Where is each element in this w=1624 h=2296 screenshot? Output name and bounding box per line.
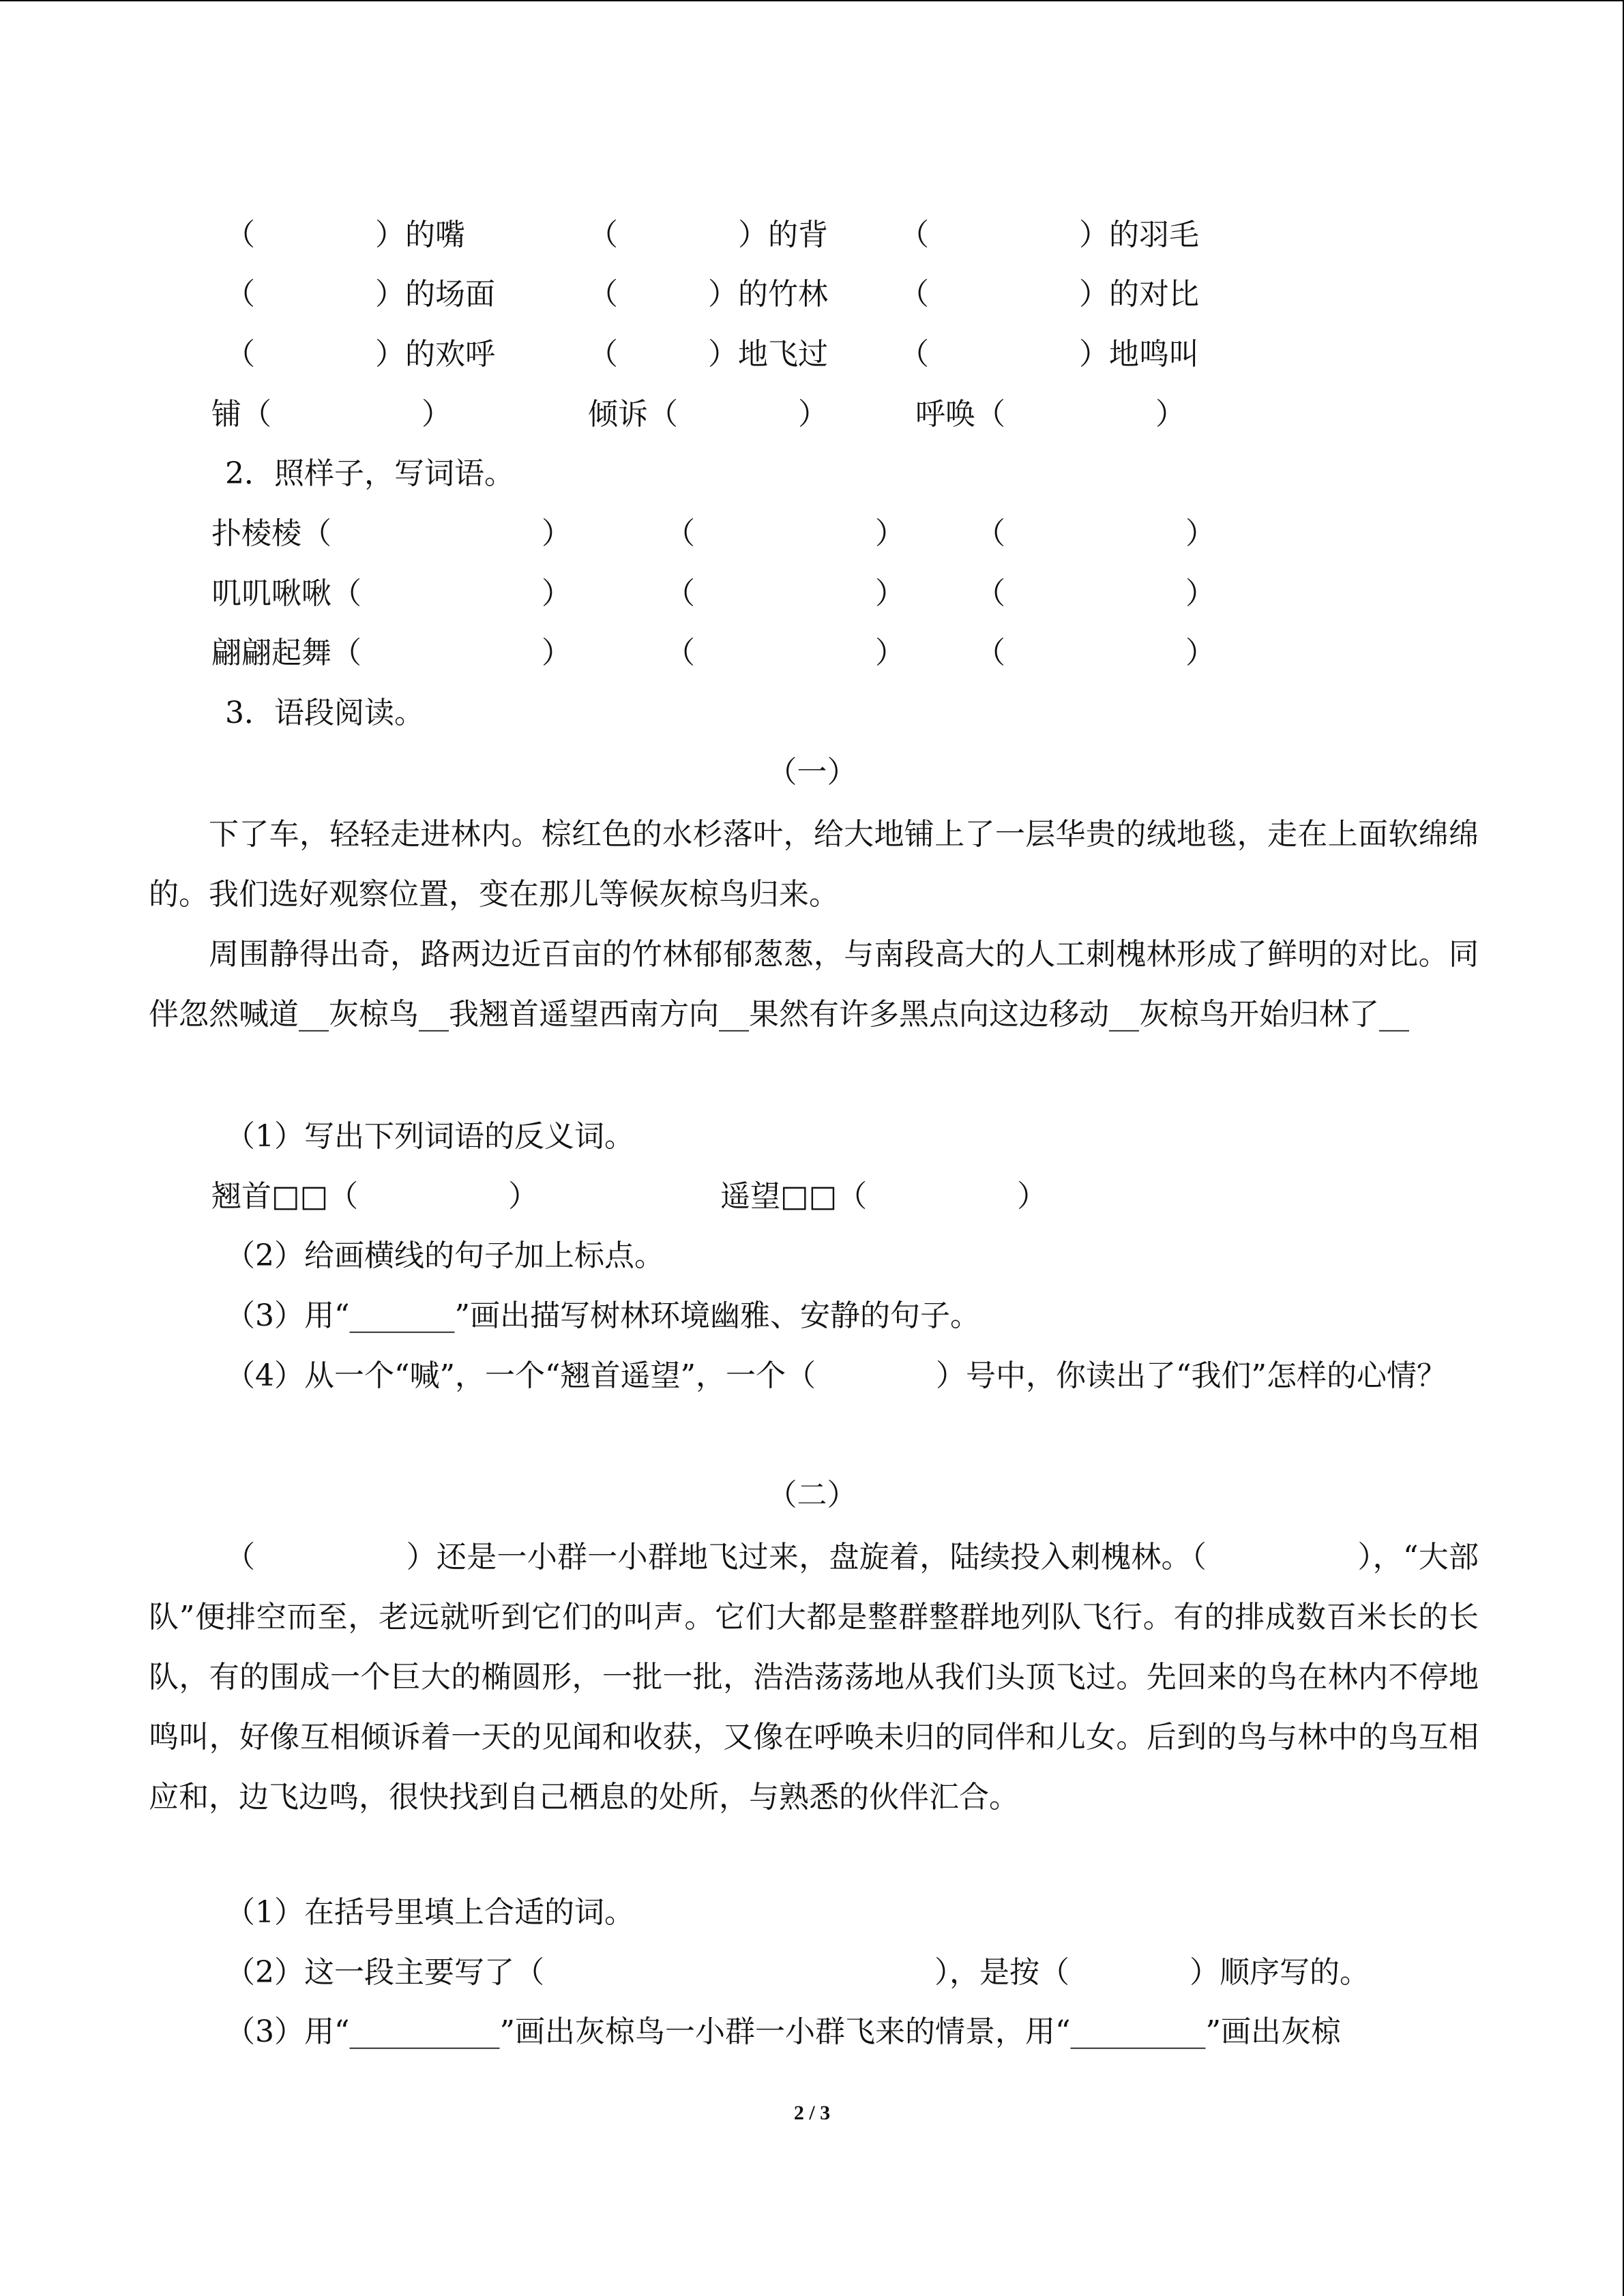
word-item: 翩翩起舞（ ） <box>211 636 572 670</box>
fill-item: （ ）的羽毛 <box>899 218 1199 252</box>
sub-question: （2）这一段主要写了（ ），是按（ ）顺序写的。 <box>225 1955 1370 1990</box>
section-heading: （二） <box>767 1478 857 1512</box>
antonym-item: 遥望□□（ ） <box>720 1179 1048 1214</box>
sub-question: （2）给画横线的句子加上标点。 <box>225 1238 664 1273</box>
fill-item: （ ）的竹林 <box>588 277 828 312</box>
word-item: （ ） <box>975 636 1215 670</box>
fill-item: （ ）的场面 <box>225 277 495 312</box>
word-item: （ ） <box>665 576 905 611</box>
word-item: 扑棱棱（ ） <box>211 516 572 551</box>
antonym-item: 翘首□□（ ） <box>211 1179 539 1214</box>
reading-paragraph: 周围静得出奇，路两边近百亩的竹林郁郁葱葱，与南段高大的人工刺槐林形成了鲜明的对比。同伴忽然喊道__灰椋鸟__我翘首遥望西南方向__果然有许多黑点向这边移动__灰椋鸟开始归林了__ <box>149 937 1479 1032</box>
fill-item: （ ）的对比 <box>899 277 1199 312</box>
top-border <box>0 0 1624 1</box>
sub-question: （1）写出下列词语的反义词。 <box>225 1119 634 1154</box>
reading-paragraph: （ ）还是一小群一小群地飞过来，盘旋着，陆续投入刺槐林。（ ），“大部队”便排空而至，老远就听到它们的叫声。它们大都是整群整群地列队飞行。有的排成数百米长的长队，有的围成一个巨大的椭圆形，一批一批，浩浩荡荡地从我们头顶飞过。先回来的鸟在林内不停地鸣叫，好像互相倾诉着一天的见闻和收获，又像在呼唤未归的同伴和儿女。后到的鸟与林中的鸟互相应和，边飞边鸣，很快找到自己栖息的处所，与熟悉的伙伴汇合。 <box>149 1540 1479 1815</box>
section-heading: （一） <box>767 755 857 790</box>
word-item: 叽叽啾啾（ ） <box>211 576 572 611</box>
question-title: 3．语段阅读。 <box>225 696 424 730</box>
reading-paragraph: 下了车，轻轻走进林内。棕红色的水杉落叶，给大地铺上了一层华贵的绒地毯，走在上面软绵绵的。我们选好观察位置，变在那儿等候灰椋鸟归来。 <box>149 817 1479 912</box>
question-title: 2．照样子，写词语。 <box>225 456 514 491</box>
sub-question: （3）用“__________”画出灰椋鸟一小群一小群飞来的情景，用“_________”画出灰椋 <box>225 2014 1341 2049</box>
word-item: （ ） <box>975 576 1215 611</box>
fill-item: 铺（ ） <box>211 397 452 432</box>
fill-item: （ ）的嘴 <box>225 218 465 252</box>
sub-question: （3）用“_______”画出描写树林环境幽雅、安静的句子。 <box>225 1298 980 1333</box>
fill-item: 呼唤（ ） <box>915 397 1185 432</box>
fill-item: （ ）地飞过 <box>588 337 828 372</box>
fill-item: （ ）的背 <box>588 218 828 252</box>
word-item: （ ） <box>975 516 1215 551</box>
fill-item: （ ）的欢呼 <box>225 337 495 372</box>
sub-question: （1）在括号里填上合适的词。 <box>225 1895 634 1930</box>
page-number: 2 / 3 <box>793 2102 831 2124</box>
fill-item: 倾诉（ ） <box>588 397 828 432</box>
word-item: （ ） <box>665 516 905 551</box>
word-item: （ ） <box>665 636 905 670</box>
sub-question: （4）从一个“喊”，一个“翘首遥望”，一个（ ）号中，你读出了“我们”怎样的心情？ <box>225 1358 1447 1393</box>
fill-item: （ ）地鸣叫 <box>899 337 1199 372</box>
